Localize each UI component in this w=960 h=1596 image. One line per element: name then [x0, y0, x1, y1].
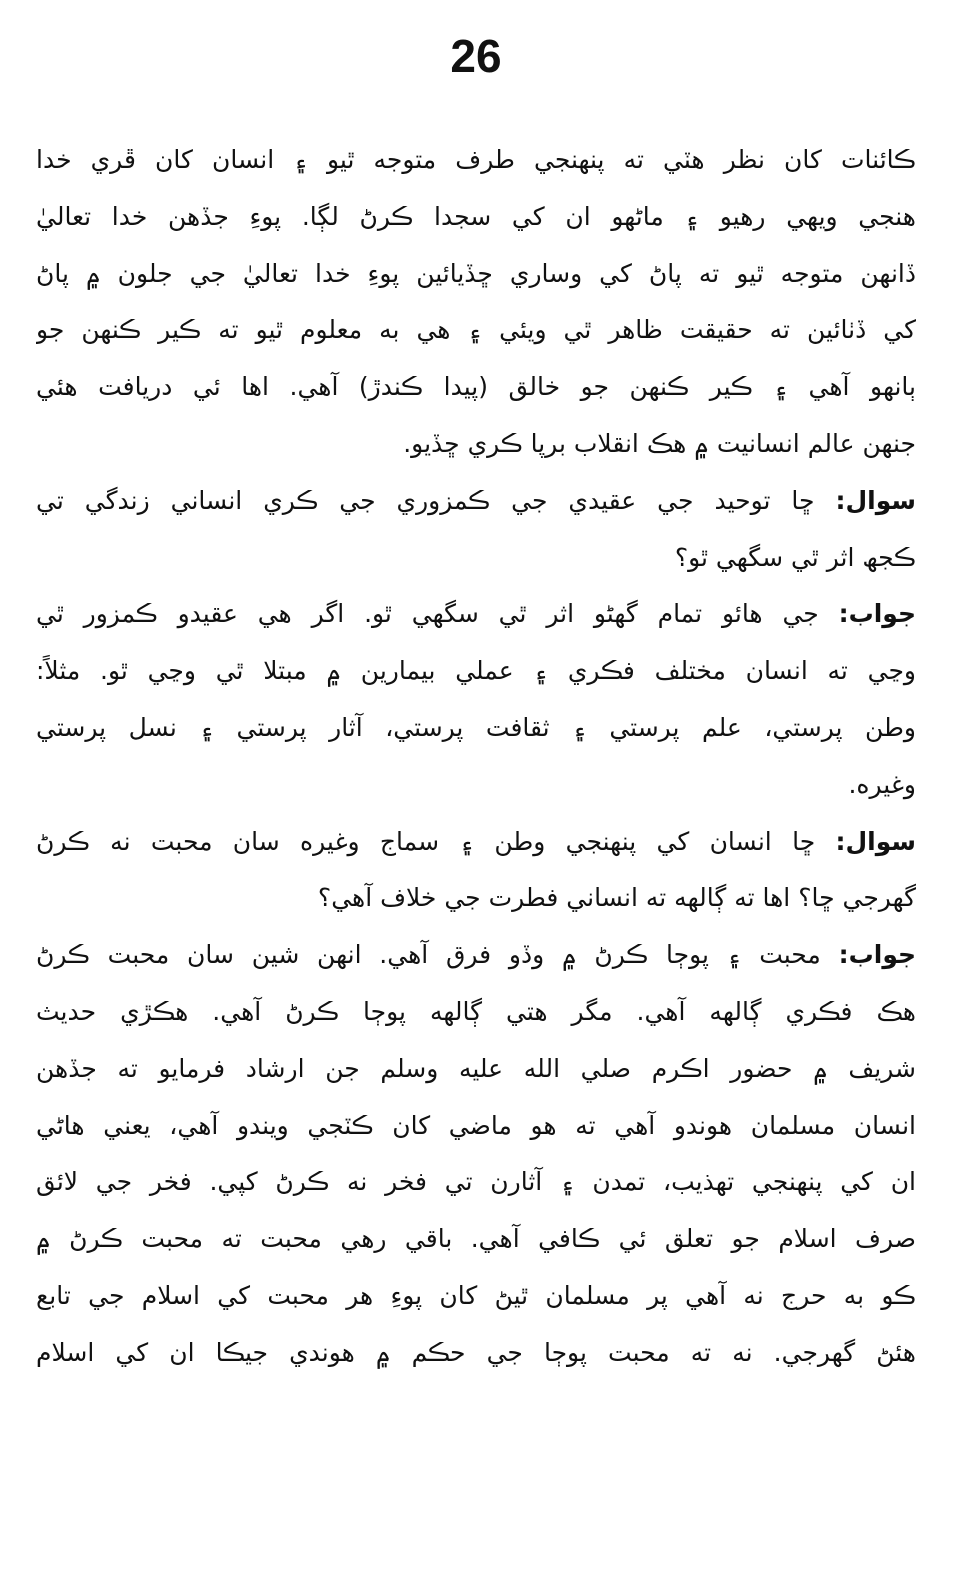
page-number: 26	[450, 30, 502, 82]
text-line-with-label	[36, 814, 916, 871]
text-line: شريف ۾ حضور اڪرم صلي الله عليه وسلم جن ارشاد فرمايو ته جڏهن	[36, 1053, 916, 1083]
text-line: ڇا انسان کي پنهنجي وطن ۽ سماج وغيره سان محبت نه ڪرڻ	[36, 826, 816, 856]
text-line: ان کي پنهنجي تهذيب، تمدن ۽ آثارن تي فخر نه ڪرڻ کپي. فخر جي لائق	[36, 1167, 916, 1197]
answer-1	[36, 586, 916, 813]
text-line: وطن پرستي، علم پرستي ۽ ثقافت پرستي، آثار پرستي ۽ نسل پرستي	[36, 712, 916, 742]
paragraph-intro	[36, 132, 916, 473]
text-line: صرف اسلام جو تعلق ئي ڪافي آهي. باقي رهي محبت ته محبت ڪرڻ ۾	[36, 1224, 916, 1254]
answer-label: جواب:	[838, 599, 916, 629]
text-line: ڪو به حرج نه آهي پر مسلمان ٿيڻ کان پوءِ هر محبت کي اسلام جي تابع	[36, 1280, 916, 1310]
text-line: ھنجي ويهي رهيو ۽ ماڻهو ان کي سجدا ڪرڻ لڳا. پوءِ جڏهن خدا تعاليٰ	[36, 201, 916, 231]
text-line: هڪ فڪري ڳالهه آهي. مگر هتي ڳالهه پوڄا ڪرڻ آهي. هڪڙي حديث	[36, 996, 916, 1026]
text-line: انسان مسلمان هوندو آهي ته هو ماضي کان ڪٽجي ويندو آهي، يعني هاڻي	[36, 1110, 916, 1140]
question-2	[36, 814, 916, 928]
text-line: ڪجھ اثر ٿي سگھي ٿو؟	[674, 542, 916, 572]
text-line: ڏانهن متوجه ٿيو ته پاڻ کي وساري ڇڏيائين پوءِ خدا تعاليٰ جي جلون ۾ پاڻ	[36, 258, 916, 288]
text-line: جنهن عالم انسانيت ۾ هڪ انقلاب برپا ڪري ڇڏيو.	[403, 428, 916, 458]
text-line: وغيره.	[848, 769, 916, 799]
answer-2	[36, 927, 916, 1381]
question-label: سوال:	[835, 826, 916, 856]
text-line: ڇا توحيد جي عقيدي جي ڪمزوري جي ڪري انساني زندگي تي	[36, 485, 815, 515]
text-line: گهرجي ڇا؟ اها ته ڳالهه ته انساني فطرت جي خلاف آهي؟	[317, 883, 916, 913]
text-line: وڃي ته انسان مختلف فڪري ۽ عملي بيمارين ۾ مبتلا ٿي وڃي ٿو. مثلاً:	[36, 656, 916, 686]
text-line: محبت ۽ پوڄا ڪرڻ ۾ وڏو فرق آهي. انهن شين سان محبت ڪرڻ	[36, 940, 821, 970]
text-line: جي هائو تمام گهڻو اثر ٿي سگھي ٿو. اگر هي عقيدو ڪمزور ٿي	[36, 599, 819, 629]
text-line: هئڻ گهرجي. نه ته محبت پوڄا جي حڪم ۾ هوندي جيڪا ان کي اسلام	[36, 1337, 916, 1367]
page-body	[36, 132, 916, 1382]
text-line-with-label	[36, 586, 916, 643]
text-line: ڪائنات کان نظر هٽي ته پنهنجي طرف متوجه ٿيو ۽ انسان کان ڦري خدا	[36, 145, 916, 174]
answer-label: جواب:	[838, 940, 916, 970]
text-line: ٻانهو آهي ۽ ڪير ڪنهن جو خالق (پيدا ڪندڙ) آهي. اها ئي دريافت هئي	[36, 372, 916, 402]
text-line: کي ڏٺائين ته حقيقت ظاهر ٿي ويئي ۽ هي به معلوم ٿيو ته ڪير ڪنهن جو	[36, 315, 916, 345]
text-line-with-label	[36, 473, 916, 530]
question-1	[36, 473, 916, 587]
question-label: سوال:	[835, 485, 916, 515]
text-line-with-label	[36, 927, 916, 984]
